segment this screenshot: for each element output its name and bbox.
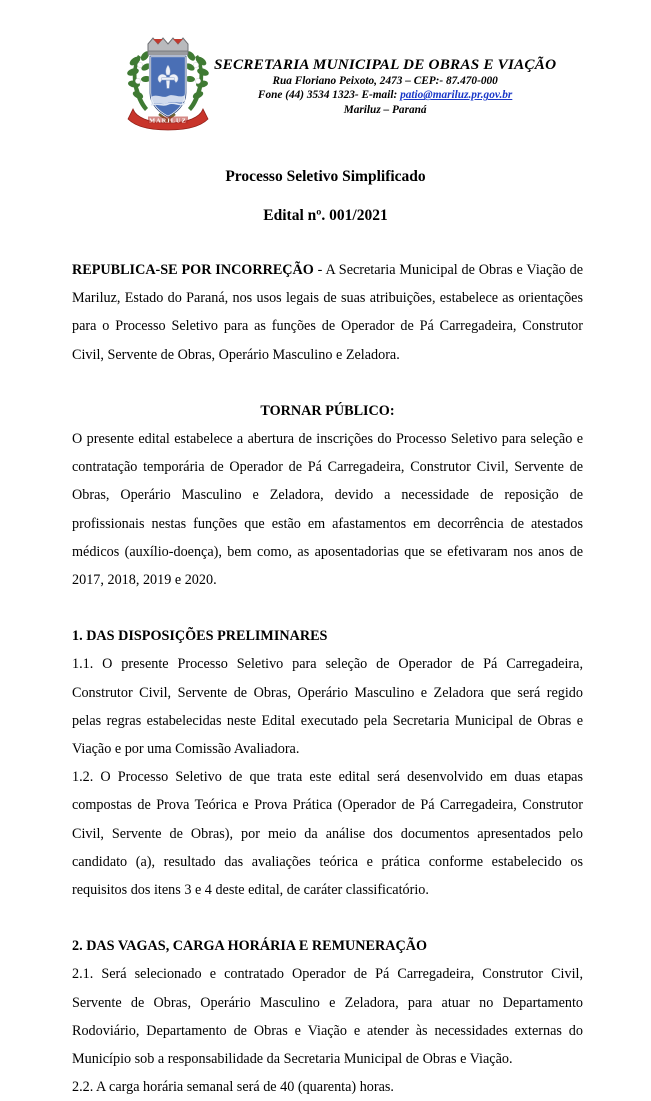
document-body — [0, 256, 651, 1101]
paragraph-republicacao — [72, 256, 583, 369]
paragraph-tornar-publico: O presente edital estabelece a abertura de inscrições do Processo Seletivo para seleção e contratação temporária de Operador de Pá Carregadeira, Construtor Civil, Servente de Obras, Operário Masculino e Zeladora, devido a necessidade de reposição de profissionais nestas funções que estão em afastamentos em decorrência de atestados médicos (auxílio-doença), bem como, as aposentadorias que se efetivaram nos anos de 2017, 2018, 2019 e 2020. — [72, 431, 583, 589]
organization-address: Rua Floriano Peixoto, 2473 – CEP:- 87.470-000 — [272, 74, 498, 87]
document-title: Processo Seletivo Simplificado — [225, 168, 426, 185]
letterhead — [0, 0, 651, 131]
spacer — [72, 594, 583, 622]
heading-section-1: 1. DAS DISPOSIÇÕES PRELIMINARES — [72, 628, 328, 645]
paragraph-2-2: 2.2. A carga horária semanal será de 40 (quarenta) horas. — [72, 1079, 394, 1096]
organization-name: SECRETARIA MUNICIPAL DE OBRAS E VIAÇÃO — [214, 56, 557, 73]
spacer — [72, 369, 583, 397]
organization-city-state: Mariluz – Paraná — [343, 103, 427, 116]
spacer — [72, 904, 583, 932]
coat-of-arms-icon — [122, 31, 214, 131]
crest-banner-text: MARILUZ — [149, 117, 187, 125]
paragraph-2-1: 2.1. Será selecionado e contratado Operador de Pá Carregadeira, Construtor Civil, Servente de Obras, Operário Masculino e Zeladora, para atuar no Departamento Rodoviário, Departamento de Obras e Viação e atender às necessidades externas do Município sob a responsabilidade da Secretaria Municipal de Obras e Viação. — [72, 966, 583, 1068]
email-link[interactable]: patio@mariluz.pr.gov.br — [400, 89, 513, 102]
paragraph-1-2: 1.2. O Processo Seletivo de que trata este edital será desenvolvido em duas etapas compostas de Prova Teórica e Prova Prática (Operador de Pá Carregadeira, Construtor Civil, Servente de Obras), por meio da análise dos documentos apresentados pelo candidato (a), resultado das avaliações teórica e prática conforme estabelecido os requisitos dos itens 3 e 4 deste edital, de caráter classificatório. — [72, 769, 583, 899]
republicacao-text: - A Secretaria Municipal de Obras e Viação de Mariluz, Estado do Paraná, nos usos legais de suas atribuições, estabelece as orientações para o Processo Seletivo para as funções de Operador de Pá Carregadeira, Construtor Civil, Servente de Obras, Operário Masculino e Zeladora. — [72, 262, 583, 363]
phone-label: Fone (44) 3534 1323- E-mail: — [257, 89, 401, 102]
heading-tornar-publico: TORNAR PÚBLICO: — [260, 402, 395, 419]
document-subtitle: Edital nº. 001/2021 — [263, 206, 388, 224]
republicacao-lead: REPUBLICA-SE POR INCORREÇÃO — [72, 262, 314, 278]
letterhead-text-block — [214, 31, 651, 117]
paragraph-1-1: 1.1. O presente Processo Seletivo para seleção de Operador de Pá Carregadeira, Construtor Civil, Servente de Obras, Operário Masculino e Zeladora que será regido pelas regras estabelecidas neste Edital executado pela Secretaria Municipal de Obras e Viação e por uma Comissão Avaliadora. — [72, 656, 583, 758]
organization-contact — [214, 88, 556, 102]
heading-section-2: 2. DAS VAGAS, CARGA HORÁRIA E REMUNERAÇÃO — [72, 938, 427, 955]
